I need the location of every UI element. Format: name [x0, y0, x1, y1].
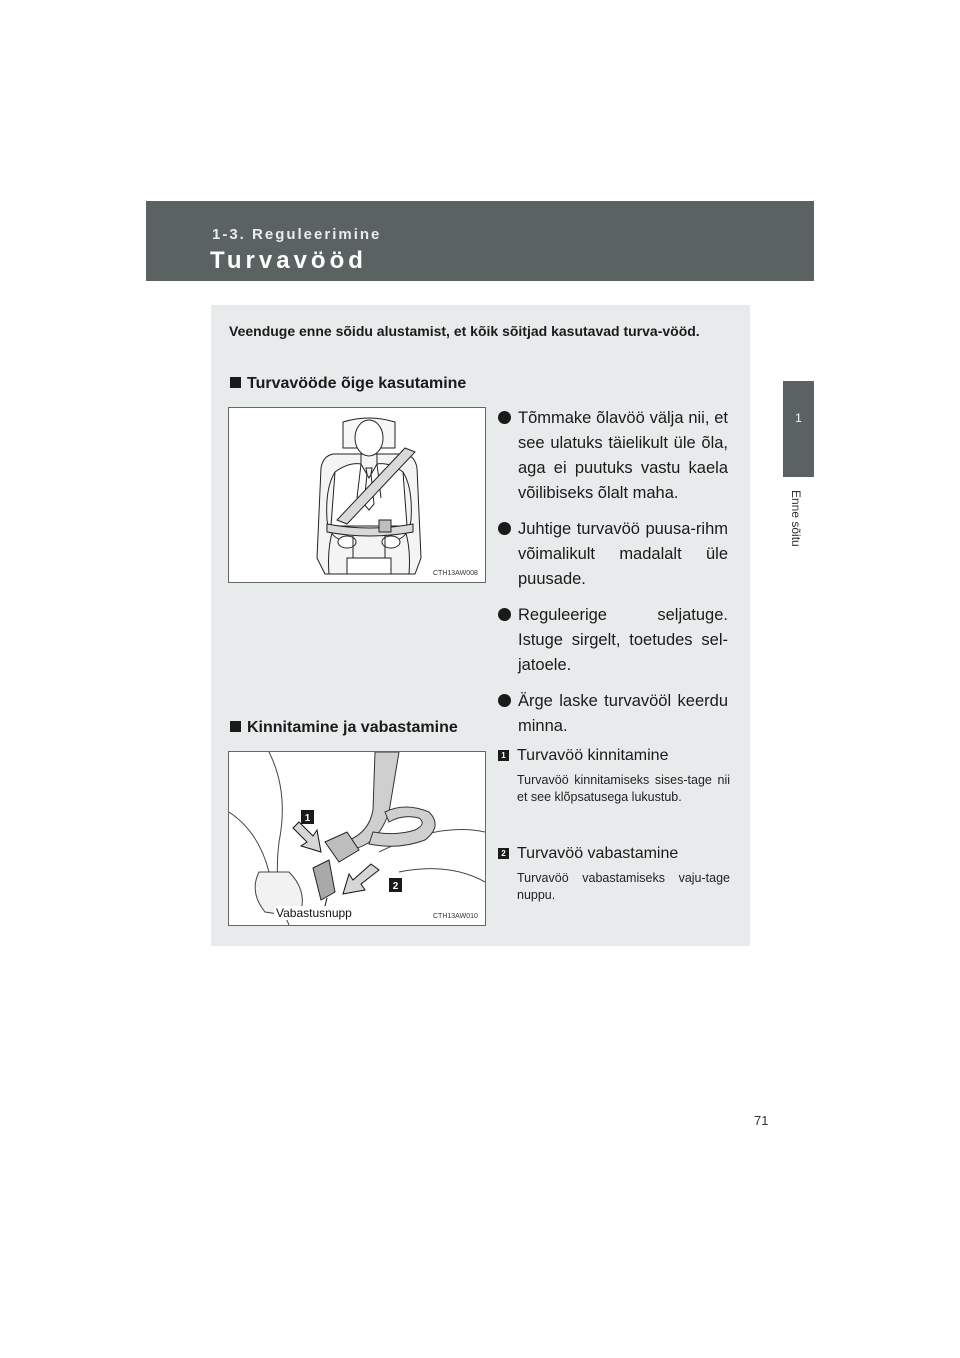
step-title: Turvavöö kinnitamine — [517, 747, 669, 764]
callout-number-1: 1 — [304, 813, 311, 824]
buckle-illustration — [229, 752, 485, 925]
list-item: Juhtige turvavöö puusa-rihm võimalikult madalalt üle puusade. — [498, 517, 728, 592]
release-button-label: Vabastusnupp — [276, 906, 352, 920]
list-item: Tõmmake õlavöö välja nii, et see ulatuks täielikult üle õla, aga ei puutuks vastu kaela võilibiseks õlalt maha. — [498, 406, 728, 506]
figure-code: CTH13AW010 — [433, 913, 478, 920]
bullet-dot-icon — [498, 411, 511, 424]
seated-person-illustration — [229, 408, 485, 582]
square-bullet-icon — [230, 377, 241, 388]
step-body: Turvavöö vabastamiseks vaju-tage nuppu. — [517, 871, 730, 902]
callout-number-2: 2 — [392, 881, 399, 892]
usage-bullet-list — [498, 406, 728, 750]
seatbelt-figure — [228, 407, 486, 583]
step-body: Turvavöö kinnitamiseks sises-tage nii et see klõpsatusega lukustub. — [517, 773, 730, 804]
bullet-dot-icon — [498, 694, 511, 707]
figure-code: CTH13AW008 — [433, 570, 478, 577]
step-number-1: 1 — [498, 750, 509, 761]
step-fasten — [498, 747, 730, 806]
chapter-number: 1 — [795, 411, 802, 425]
section-heading-usage — [230, 375, 466, 393]
list-item: Reguleerige seljatuge. Istuge sirgelt, toetudes sel-jatoele. — [498, 603, 728, 678]
chapter-header — [146, 201, 814, 281]
bullet-dot-icon — [498, 608, 511, 621]
section-heading-usage-text: Turvavööde õige kasutamine — [247, 375, 467, 392]
section-heading-fasten-text: Kinnitamine ja vabastamine — [247, 719, 458, 736]
chapter-label-wrap — [781, 490, 811, 580]
square-bullet-icon — [230, 721, 241, 732]
bullet-dot-icon — [498, 522, 511, 535]
chapter-tab — [783, 381, 814, 477]
step-number-2: 2 — [498, 848, 509, 859]
chapter-label: Enne sõitu — [789, 490, 803, 547]
buckle-figure — [228, 751, 486, 926]
intro-text: Veenduge enne sõidu alustamist, et kõik sõitjad kasutavad turva-vööd. — [229, 323, 700, 339]
step-title: Turvavöö vabastamine — [517, 845, 679, 862]
section-label: 1-3. Reguleerimine — [212, 226, 382, 243]
page-number: 71 — [754, 1113, 769, 1128]
step-release — [498, 845, 730, 904]
section-heading-fasten — [230, 719, 458, 737]
list-item: Ärge laske turvavööl keerdu minna. — [498, 689, 728, 739]
page-title: Turvavööd — [210, 247, 367, 274]
